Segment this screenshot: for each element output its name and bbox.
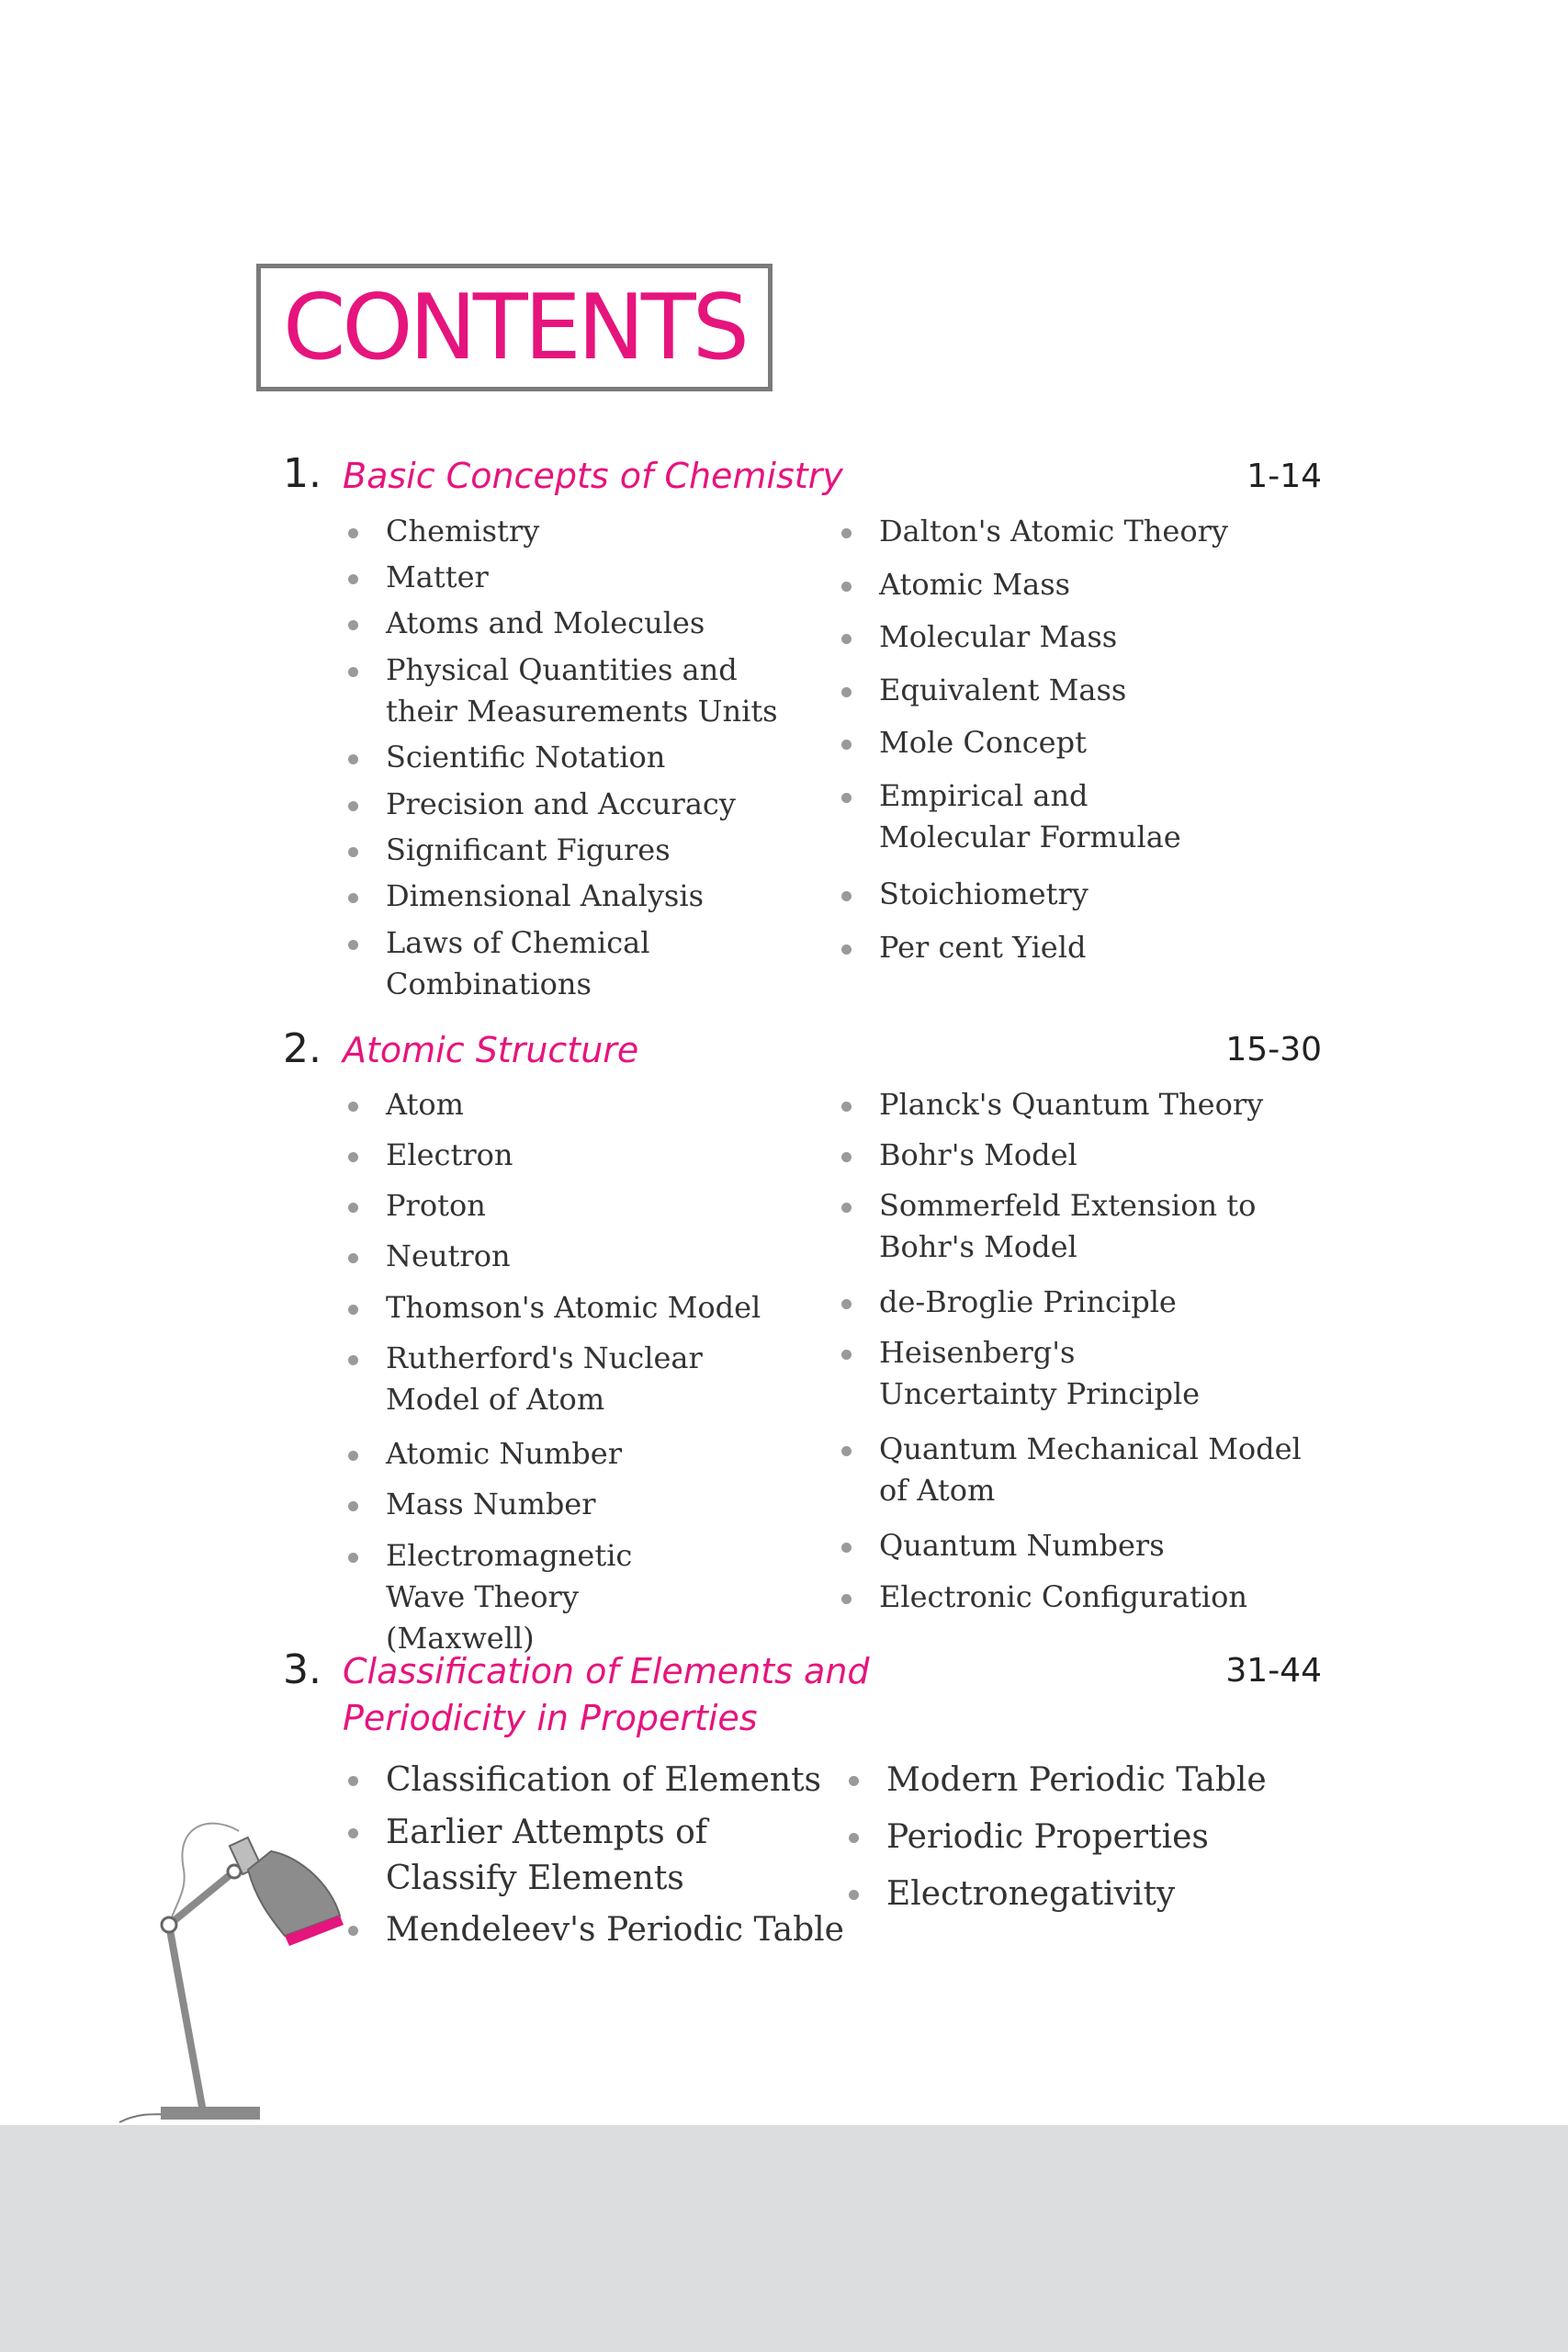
list-item: Sommerfeld Extension to Bohr's Model — [879, 1185, 1311, 1268]
list-item: Atomic Number — [386, 1433, 622, 1475]
contents-title-box — [256, 264, 773, 391]
section-2-title: Atomic Structure — [343, 1030, 639, 1070]
list-item: Stoichiometry — [879, 874, 1089, 915]
section-3-pages: 31-44 — [1225, 1652, 1322, 1690]
list-item: Significant Figures — [386, 830, 671, 871]
list-item: Thomson's Atomic Model — [386, 1287, 761, 1329]
list-item: Atoms and Molecules — [386, 603, 705, 644]
list-item: Atomic Mass — [879, 564, 1070, 605]
list-item: Mass Number — [386, 1484, 596, 1525]
list-item: Bohr's Model — [879, 1135, 1077, 1176]
section-1-title: Basic Concepts of Chemistry — [343, 456, 843, 496]
list-item: Chemistry — [386, 511, 539, 552]
footer-band — [0, 2125, 1568, 2352]
section-3-title: Classification of Elements and Periodicity in Properties — [343, 1651, 870, 1738]
list-item: Laws of Chemical Combinations — [386, 922, 661, 1005]
list-item: Planck's Quantum Theory — [879, 1084, 1263, 1125]
list-item: Periodic Properties — [886, 1815, 1209, 1860]
list-item: Electron — [386, 1135, 513, 1176]
list-item: Per cent Yield — [879, 927, 1086, 968]
desk-lamp-icon — [110, 1815, 386, 2127]
list-item: Dimensional Analysis — [386, 876, 704, 917]
list-item: Atom — [386, 1084, 464, 1125]
list-item: Classification of Elements — [386, 1758, 821, 1804]
list-item: Empirical and Molecular Formulae — [879, 775, 1247, 858]
list-item: Electronic Configuration — [879, 1577, 1247, 1618]
list-item: Physical Quantities and their Measurements Units — [386, 650, 790, 732]
list-item: Dalton's Atomic Theory — [879, 511, 1228, 552]
page-title: CONTENTS — [282, 275, 747, 380]
section-2-number: 2. — [283, 1025, 321, 1072]
list-item: Proton — [386, 1185, 486, 1227]
list-item: Neutron — [386, 1236, 511, 1277]
list-item: Precision and Accuracy — [386, 784, 736, 825]
list-item: Earlier Attempts of Classify Elements — [386, 1810, 716, 1902]
list-item: Mole Concept — [879, 722, 1087, 763]
list-item: Equivalent Mass — [879, 670, 1126, 711]
section-1-pages: 1-14 — [1247, 458, 1322, 495]
list-item: de-Broglie Principle — [879, 1282, 1177, 1323]
list-item: Electromagnetic Wave Theory (Maxwell) — [386, 1535, 689, 1659]
list-item: Molecular Mass — [879, 616, 1117, 658]
list-item: Mendeleev's Periodic Table — [386, 1907, 844, 1953]
section-3-number: 3. — [283, 1646, 321, 1693]
section-1-number: 1. — [283, 450, 321, 497]
list-item: Rutherford's Nuclear Model of Atom — [386, 1338, 772, 1420]
list-item: Heisenberg's Uncertainty Principle — [879, 1332, 1247, 1415]
list-item: Quantum Numbers — [879, 1525, 1165, 1566]
list-item: Matter — [386, 557, 489, 598]
list-item: Electronegativity — [886, 1871, 1175, 1917]
list-item: Modern Periodic Table — [886, 1758, 1267, 1804]
list-item: Scientific Notation — [386, 737, 665, 778]
list-item: Quantum Mechanical Model of Atom — [879, 1429, 1311, 1511]
section-2-pages: 15-30 — [1225, 1031, 1322, 1069]
